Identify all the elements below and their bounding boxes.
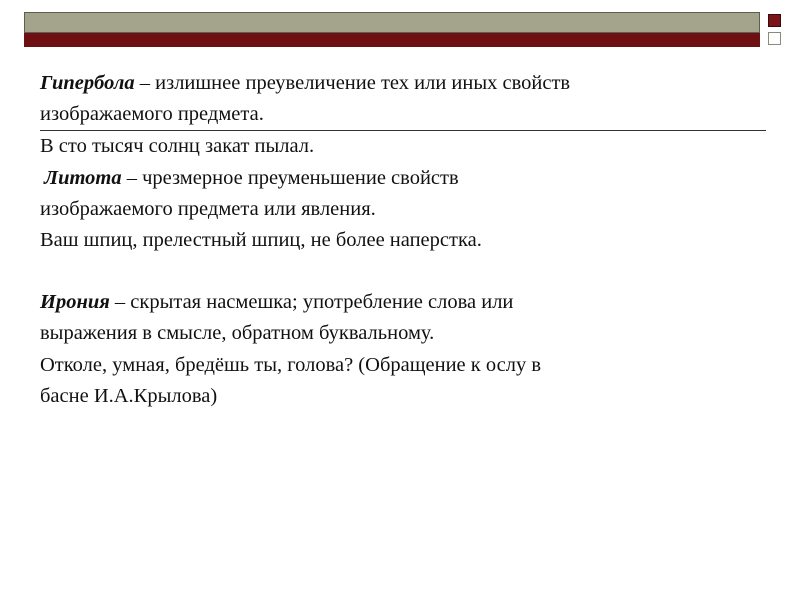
slide-content (40, 68, 770, 412)
decor-square-outline (768, 32, 781, 45)
hyperbole-definition: Гипербола – излишнее преувеличение тех или иных свойств (40, 72, 571, 94)
header-bar-top (24, 12, 760, 33)
litotes-example: Ваш шпиц, прелестный шпиц, не более наперстка. (40, 229, 482, 252)
hyperbole-definition-cont: изображаемого предмета. (40, 103, 264, 126)
irony-definition-cont: выражения в смысле, обратном буквальному. (40, 322, 435, 345)
term-irony: Ирония (40, 291, 110, 314)
spacer (40, 256, 770, 287)
decor-square-filled (768, 14, 781, 27)
header-bar-bottom (24, 33, 760, 47)
irony-example: Отколе, умная, бредёшь ты, голова? (Обращение к ослу в (40, 353, 541, 376)
litotes-definition-cont: изображаемого предмета или явления. (40, 197, 376, 220)
litotes-definition: Литота – чрезмерное преуменьшение свойств (44, 166, 459, 189)
irony-definition: Ирония – скрытая насмешка; употребление слова или (40, 291, 514, 314)
hyperbole-example: В сто тысяч солнц закат пылал. (40, 135, 315, 158)
term-litotes: Литота (44, 166, 122, 189)
term-hyperbole: Гипербола (40, 72, 135, 94)
irony-example-cont: басне И.А.Крылова) (40, 384, 218, 407)
